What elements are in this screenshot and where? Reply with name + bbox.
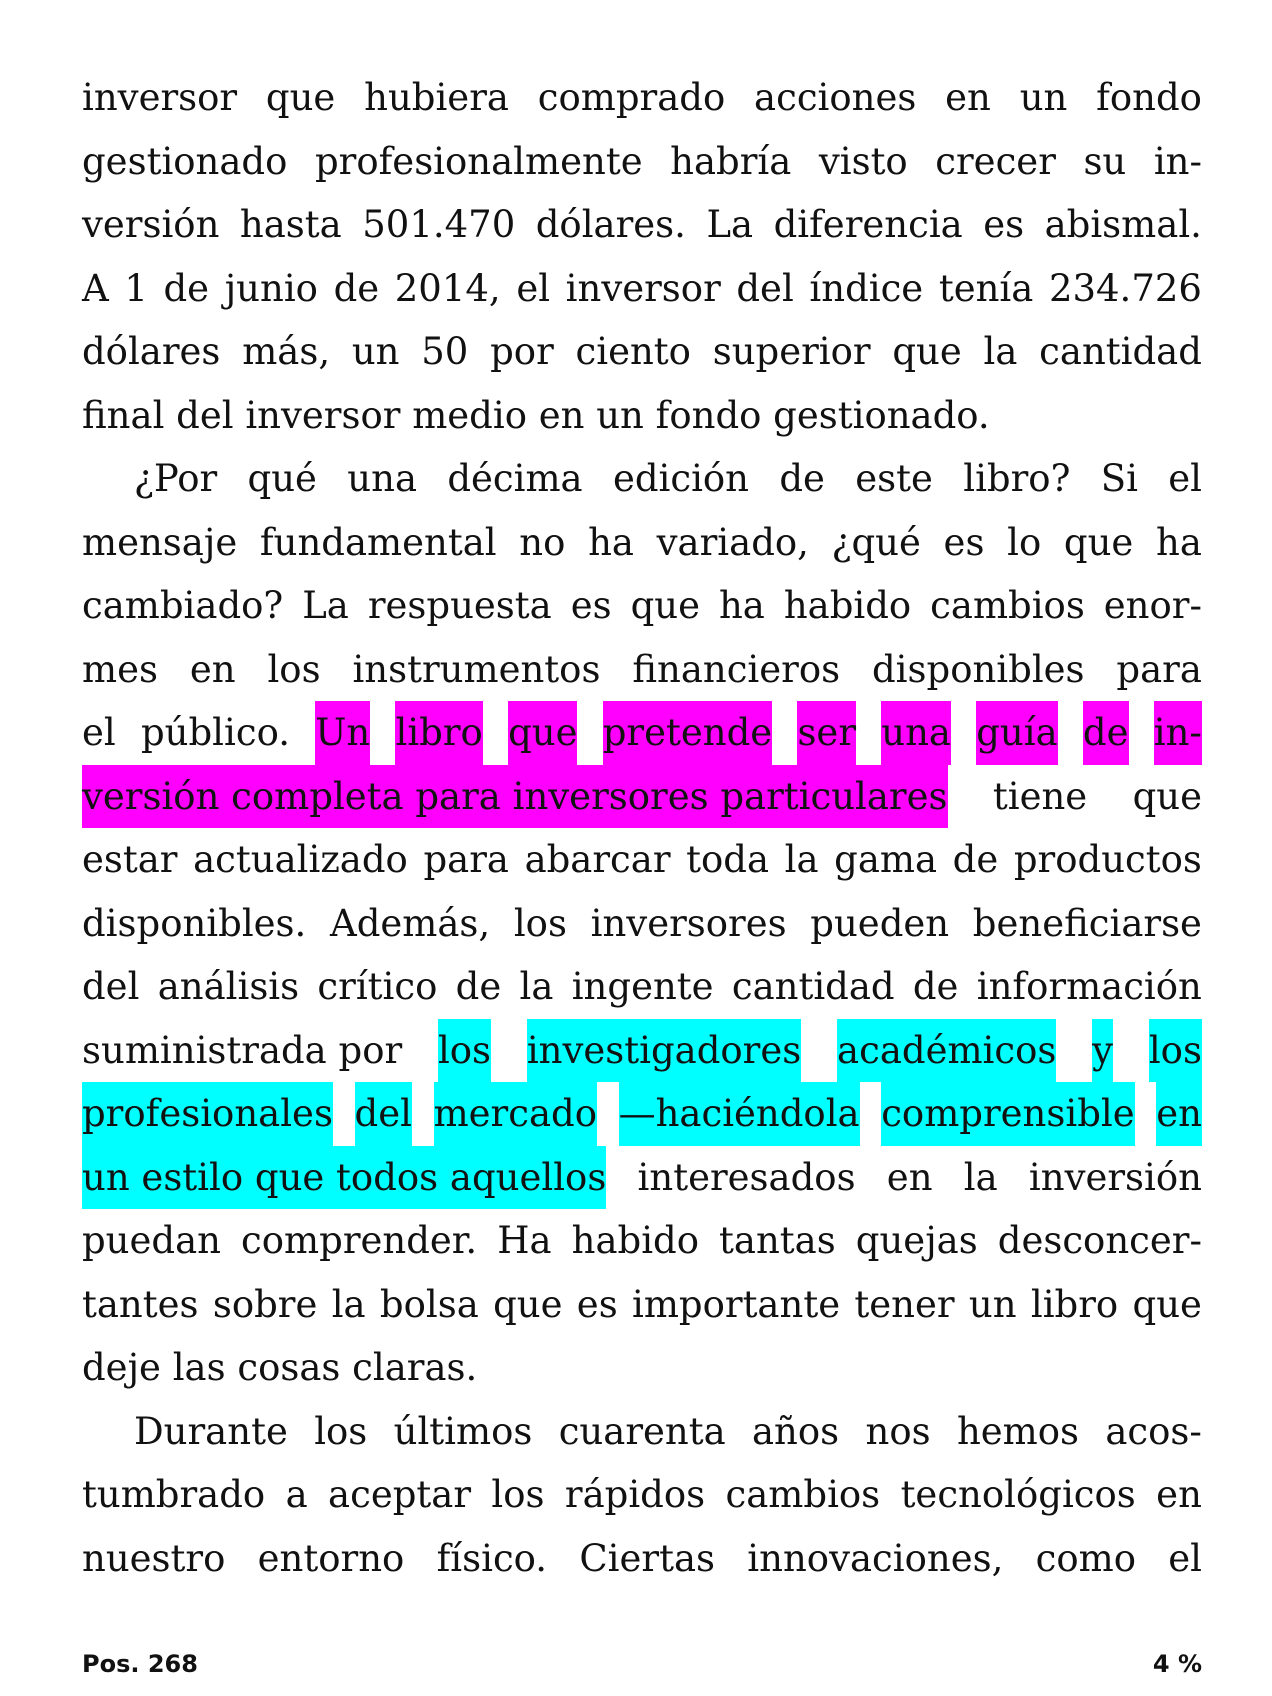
highlight-cyan[interactable]: mercado [434,1082,597,1146]
highlight-cyan[interactable]: en [1156,1082,1202,1146]
highlight-magenta[interactable]: libro [395,701,482,765]
progress-percent: 4 % [1152,1650,1202,1678]
highlight-magenta[interactable]: pretende [603,701,772,765]
highlight-magenta[interactable]: guía [976,701,1057,765]
text-line: tumbrado a aceptar los rápidos cambios tecnológicos en [82,1473,1202,1516]
text-line: mensaje fundamental no ha variado, ¿qué es lo que ha [82,520,1202,564]
text-line-highlight-start: suministrada por los investigadores académicos y los [82,1019,1202,1083]
highlight-cyan[interactable]: los [438,1019,491,1083]
highlight-cyan[interactable]: profesionales [82,1082,333,1146]
text-line: mes en los instrumentos financieros disponibles para [82,647,1202,691]
text-line-highlight-end: versión completa para inversores particulares tiene que [82,765,1202,829]
text-line: nuestro entorno físico. Ciertas innovaciones, como el [82,1536,1202,1580]
text-line-highlight [82,1082,1202,1146]
text-line: puedan comprender. Ha habido tantas quejas desconcer- [82,1219,1202,1262]
highlight-magenta[interactable]: que [508,701,577,765]
text-line-highlight-end: un estilo que todos aquellos interesados en la inversión [82,1146,1202,1210]
highlight-cyan[interactable]: los [1149,1019,1202,1083]
highlight-cyan[interactable]: comprensible [881,1082,1134,1146]
highlight-cyan[interactable]: un estilo que todos aquellos [82,1146,606,1210]
text-line: versión hasta 501.470 dólares. La diferencia es abismal. [82,203,1202,246]
text-line: dólares más, un 50 por ciento superior que la cantidad [82,330,1202,373]
highlight-cyan[interactable]: investigadores [527,1019,801,1083]
text-line: ¿Por qué una décima edición de este libro? Si el [134,457,1202,500]
text-line: estar actualizado para abarcar toda la gama de productos [82,838,1202,881]
text-line: gestionado profesionalmente habría visto crecer su in- [82,139,1202,183]
text-line: inversor que hubiera comprado acciones en un fondo [82,76,1202,119]
highlight-magenta[interactable]: ser [797,701,856,765]
highlight-magenta[interactable]: Un [315,701,370,765]
text-line: Durante los últimos cuarenta años nos hemos acos- [134,1409,1202,1453]
reader-footer [82,1646,1202,1682]
text-line-highlight-start: el público. Un libro que pretende ser una guía de in- [82,701,1202,765]
highlight-cyan[interactable]: académicos [837,1019,1056,1083]
text-line: A 1 de junio de 2014, el inversor del índice tenía 234.726 [82,266,1202,310]
text-line: tantes sobre la bolsa que es importante tener un libro que [82,1282,1202,1326]
highlight-cyan[interactable]: y [1092,1019,1113,1083]
text-line: deje las cosas claras. [82,1346,478,1389]
book-page [82,66,1202,1590]
highlight-magenta[interactable]: versión completa para inversores particulares [82,765,948,829]
highlight-magenta[interactable]: una [881,701,951,765]
highlight-cyan[interactable]: del [355,1082,412,1146]
text-line: disponibles. Además, los inversores pueden beneficiarse [82,901,1202,945]
highlight-cyan[interactable]: —haciéndola [619,1082,860,1146]
location-indicator[interactable]: Pos. 268 [82,1650,198,1678]
text-line: final del inversor medio en un fondo gestionado. [82,393,990,437]
highlight-magenta[interactable]: de [1083,701,1129,765]
text-line: del análisis crítico de la ingente cantidad de información [82,965,1202,1008]
text-line: cambiado? La respuesta es que ha habido cambios enor- [82,584,1202,627]
highlight-magenta[interactable]: in- [1154,701,1202,765]
